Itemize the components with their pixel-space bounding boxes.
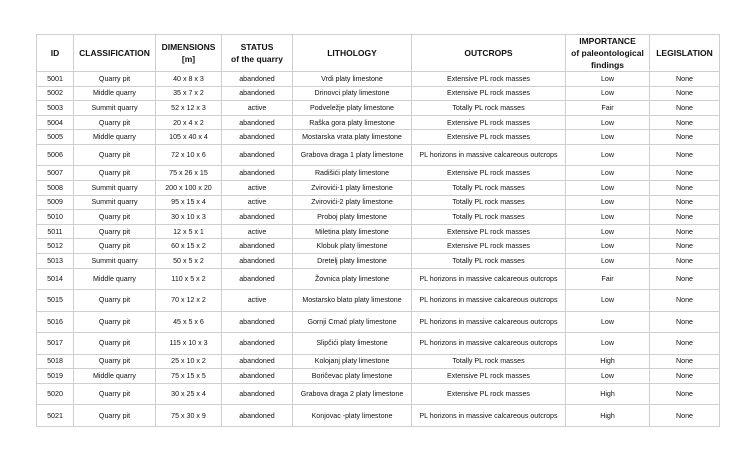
cell-importance: Low: [566, 369, 650, 384]
table-row: [37, 72, 720, 87]
cell-classification: Summit quarry: [74, 195, 156, 210]
header-status-title: STATUS: [240, 42, 274, 52]
cell-importance: Low: [566, 254, 650, 269]
cell-classification: Quarry pit: [74, 144, 156, 166]
cell-classification: Quarry pit: [74, 311, 156, 333]
table-row: [37, 290, 720, 312]
cell-status: abandoned: [222, 239, 293, 254]
table-row: [37, 383, 720, 405]
cell-id: 5021: [37, 405, 74, 427]
cell-classification: Quarry pit: [74, 210, 156, 225]
cell-id: 5018: [37, 354, 74, 369]
table-row: [37, 86, 720, 101]
cell-lithology: Dretelj platy limestone: [293, 254, 412, 269]
cell-legislation: None: [650, 210, 720, 225]
cell-importance: Low: [566, 130, 650, 145]
cell-id: 5014: [37, 268, 74, 290]
cell-lithology: Raška gora platy limestone: [293, 115, 412, 130]
header-status-subtitle: of the quarry: [231, 54, 283, 64]
header-importance: [566, 35, 650, 72]
cell-lithology: Boriĉevac platy limestone: [293, 369, 412, 384]
cell-classification: Quarry pit: [74, 383, 156, 405]
table-row: [37, 224, 720, 239]
cell-legislation: None: [650, 333, 720, 355]
cell-outcrops: Totally PL rock masses: [412, 210, 566, 225]
header-dimensions: [156, 35, 222, 72]
cell-status: abandoned: [222, 333, 293, 355]
table-row: [37, 210, 720, 225]
cell-legislation: None: [650, 290, 720, 312]
cell-id: 5006: [37, 144, 74, 166]
cell-outcrops: Extensive PL rock masses: [412, 239, 566, 254]
cell-dimensions: 75 x 15 x 5: [156, 369, 222, 384]
cell-id: 5010: [37, 210, 74, 225]
cell-outcrops: PL horizons in massive calcareous outcrops: [412, 311, 566, 333]
header-id: ID: [37, 35, 74, 72]
cell-status: abandoned: [222, 210, 293, 225]
cell-dimensions: 52 x 12 x 3: [156, 101, 222, 116]
table-row: [37, 405, 720, 427]
table-row: [37, 369, 720, 384]
cell-classification: Middle quarry: [74, 86, 156, 101]
cell-lithology: Žovnica platy limestone: [293, 268, 412, 290]
cell-importance: Low: [566, 239, 650, 254]
cell-status: abandoned: [222, 405, 293, 427]
cell-dimensions: 35 x 7 x 2: [156, 86, 222, 101]
cell-status: active: [222, 181, 293, 196]
cell-importance: Low: [566, 72, 650, 87]
cell-status: abandoned: [222, 354, 293, 369]
cell-id: 5012: [37, 239, 74, 254]
cell-status: active: [222, 290, 293, 312]
cell-legislation: None: [650, 130, 720, 145]
cell-classification: Summit quarry: [74, 181, 156, 196]
cell-importance: High: [566, 383, 650, 405]
cell-classification: Quarry pit: [74, 354, 156, 369]
cell-legislation: None: [650, 369, 720, 384]
cell-status: abandoned: [222, 115, 293, 130]
cell-lithology: Mostarska vrata platy limestone: [293, 130, 412, 145]
cell-status: abandoned: [222, 144, 293, 166]
cell-legislation: None: [650, 115, 720, 130]
cell-importance: Low: [566, 195, 650, 210]
cell-lithology: Podveležje platy limestone: [293, 101, 412, 116]
cell-outcrops: Totally PL rock masses: [412, 195, 566, 210]
cell-legislation: None: [650, 86, 720, 101]
cell-id: 5008: [37, 181, 74, 196]
cell-id: 5015: [37, 290, 74, 312]
cell-status: active: [222, 224, 293, 239]
cell-importance: Low: [566, 144, 650, 166]
cell-outcrops: PL horizons in massive calcareous outcrops: [412, 290, 566, 312]
cell-status: abandoned: [222, 166, 293, 181]
table-row: [37, 333, 720, 355]
cell-outcrops: Extensive PL rock masses: [412, 166, 566, 181]
cell-id: 5004: [37, 115, 74, 130]
cell-status: abandoned: [222, 383, 293, 405]
cell-outcrops: Totally PL rock masses: [412, 254, 566, 269]
cell-classification: Summit quarry: [74, 254, 156, 269]
header-dimensions-title: DIMENSIONS: [161, 42, 216, 52]
cell-outcrops: PL horizons in massive calcareous outcrops: [412, 268, 566, 290]
cell-classification: Middle quarry: [74, 369, 156, 384]
header-legislation: LEGISLATION: [650, 35, 720, 72]
cell-lithology: Grabova draga 1 platy limestone: [293, 144, 412, 166]
cell-lithology: Radišići platy limestone: [293, 166, 412, 181]
cell-importance: Low: [566, 224, 650, 239]
table-row: [37, 101, 720, 116]
cell-id: 5017: [37, 333, 74, 355]
cell-legislation: None: [650, 311, 720, 333]
header-dimensions-unit: [m]: [181, 54, 196, 64]
cell-dimensions: 60 x 15 x 2: [156, 239, 222, 254]
table-row: [37, 130, 720, 145]
cell-id: 5002: [37, 86, 74, 101]
cell-legislation: None: [650, 166, 720, 181]
cell-importance: Low: [566, 86, 650, 101]
cell-lithology: Kolojanj platy limestone: [293, 354, 412, 369]
table-row: [37, 311, 720, 333]
cell-importance: Low: [566, 115, 650, 130]
cell-id: 5001: [37, 72, 74, 87]
cell-status: abandoned: [222, 311, 293, 333]
cell-dimensions: 200 x 100 x 20: [156, 181, 222, 196]
cell-id: 5009: [37, 195, 74, 210]
cell-classification: Quarry pit: [74, 224, 156, 239]
cell-lithology: Zvirovići-1 platy limestone: [293, 181, 412, 196]
cell-dimensions: 70 x 12 x 2: [156, 290, 222, 312]
header-classification: CLASSIFICATION: [74, 35, 156, 72]
cell-outcrops: PL horizons in massive calcareous outcrops: [412, 333, 566, 355]
cell-status: abandoned: [222, 72, 293, 87]
cell-importance: Fair: [566, 268, 650, 290]
header-lithology: LITHOLOGY: [293, 35, 412, 72]
header-row: [37, 35, 720, 72]
cell-legislation: None: [650, 239, 720, 254]
cell-importance: Fair: [566, 101, 650, 116]
cell-id: 5005: [37, 130, 74, 145]
cell-importance: Low: [566, 210, 650, 225]
cell-lithology: Gornji Crnač platy limestone: [293, 311, 412, 333]
cell-outcrops: Totally PL rock masses: [412, 354, 566, 369]
cell-dimensions: 95 x 15 x 4: [156, 195, 222, 210]
cell-outcrops: Extensive PL rock masses: [412, 224, 566, 239]
cell-outcrops: Extensive PL rock masses: [412, 383, 566, 405]
table-body: [37, 72, 720, 427]
cell-id: 5019: [37, 369, 74, 384]
cell-legislation: None: [650, 195, 720, 210]
cell-outcrops: Totally PL rock masses: [412, 181, 566, 196]
cell-dimensions: 25 x 10 x 2: [156, 354, 222, 369]
cell-legislation: None: [650, 405, 720, 427]
cell-id: 5020: [37, 383, 74, 405]
cell-importance: Low: [566, 290, 650, 312]
table-row: [37, 166, 720, 181]
cell-outcrops: Extensive PL rock masses: [412, 86, 566, 101]
cell-status: abandoned: [222, 130, 293, 145]
cell-outcrops: Extensive PL rock masses: [412, 369, 566, 384]
cell-classification: Summit quarry: [74, 101, 156, 116]
cell-outcrops: Extensive PL rock masses: [412, 72, 566, 87]
cell-status: active: [222, 195, 293, 210]
cell-outcrops: Extensive PL rock masses: [412, 115, 566, 130]
cell-lithology: Slipčići platy limestone: [293, 333, 412, 355]
cell-status: abandoned: [222, 254, 293, 269]
cell-status: active: [222, 101, 293, 116]
cell-id: 5007: [37, 166, 74, 181]
table-row: [37, 115, 720, 130]
table-row: [37, 144, 720, 166]
quarry-table: [36, 34, 720, 427]
cell-outcrops: PL horizons in massive calcareous outcrops: [412, 144, 566, 166]
cell-id: 5011: [37, 224, 74, 239]
cell-dimensions: 45 x 5 x 6: [156, 311, 222, 333]
cell-dimensions: 115 x 10 x 3: [156, 333, 222, 355]
cell-status: abandoned: [222, 86, 293, 101]
cell-status: abandoned: [222, 369, 293, 384]
cell-status: abandoned: [222, 268, 293, 290]
cell-legislation: None: [650, 72, 720, 87]
cell-importance: Low: [566, 311, 650, 333]
cell-legislation: None: [650, 181, 720, 196]
cell-legislation: None: [650, 101, 720, 116]
cell-lithology: Mostarsko blato platy limestone: [293, 290, 412, 312]
table-row: [37, 239, 720, 254]
cell-classification: Quarry pit: [74, 405, 156, 427]
header-importance-subtitle: of paleontological findings: [571, 48, 644, 70]
table-row: [37, 254, 720, 269]
header-importance-title: IMPORTANCE: [579, 36, 636, 46]
cell-legislation: None: [650, 268, 720, 290]
cell-legislation: None: [650, 144, 720, 166]
table-row: [37, 354, 720, 369]
cell-dimensions: 30 x 10 x 3: [156, 210, 222, 225]
cell-importance: Low: [566, 181, 650, 196]
cell-lithology: Vrdi platy limestone: [293, 72, 412, 87]
cell-dimensions: 72 x 10 x 6: [156, 144, 222, 166]
table-row: [37, 268, 720, 290]
cell-dimensions: 75 x 30 x 9: [156, 405, 222, 427]
cell-lithology: Miletina platy limestone: [293, 224, 412, 239]
cell-lithology: Proboj platy limestone: [293, 210, 412, 225]
cell-legislation: None: [650, 383, 720, 405]
cell-classification: Quarry pit: [74, 239, 156, 254]
table-row: [37, 181, 720, 196]
cell-classification: Quarry pit: [74, 166, 156, 181]
cell-classification: Quarry pit: [74, 115, 156, 130]
cell-id: 5013: [37, 254, 74, 269]
cell-classification: Middle quarry: [74, 130, 156, 145]
cell-importance: High: [566, 405, 650, 427]
cell-dimensions: 105 x 40 x 4: [156, 130, 222, 145]
cell-lithology: Klobuk platy limestone: [293, 239, 412, 254]
cell-dimensions: 75 x 26 x 15: [156, 166, 222, 181]
cell-lithology: Zvirovići-2 platy limestone: [293, 195, 412, 210]
cell-dimensions: 110 x 5 x 2: [156, 268, 222, 290]
cell-dimensions: 20 x 4 x 2: [156, 115, 222, 130]
cell-dimensions: 30 x 25 x 4: [156, 383, 222, 405]
cell-lithology: Grabova draga 2 platy limestone: [293, 383, 412, 405]
cell-importance: High: [566, 354, 650, 369]
cell-outcrops: PL horizons in massive calcareous outcrops: [412, 405, 566, 427]
cell-dimensions: 40 x 8 x 3: [156, 72, 222, 87]
cell-id: 5016: [37, 311, 74, 333]
cell-importance: Low: [566, 166, 650, 181]
cell-id: 5003: [37, 101, 74, 116]
cell-importance: Low: [566, 333, 650, 355]
cell-outcrops: Totally PL rock masses: [412, 101, 566, 116]
cell-classification: Middle quarry: [74, 268, 156, 290]
cell-classification: Quarry pit: [74, 333, 156, 355]
header-status: [222, 35, 293, 72]
cell-legislation: None: [650, 254, 720, 269]
cell-legislation: None: [650, 354, 720, 369]
cell-classification: Quarry pit: [74, 72, 156, 87]
table-row: [37, 195, 720, 210]
cell-legislation: None: [650, 224, 720, 239]
cell-lithology: Konjovac -platy limestone: [293, 405, 412, 427]
header-outcrops: OUTCROPS: [412, 35, 566, 72]
cell-classification: Quarry pit: [74, 290, 156, 312]
cell-dimensions: 50 x 5 x 2: [156, 254, 222, 269]
cell-dimensions: 12 x 5 x 1: [156, 224, 222, 239]
cell-outcrops: Extensive PL rock masses: [412, 130, 566, 145]
cell-lithology: Drinovci platy limestone: [293, 86, 412, 101]
